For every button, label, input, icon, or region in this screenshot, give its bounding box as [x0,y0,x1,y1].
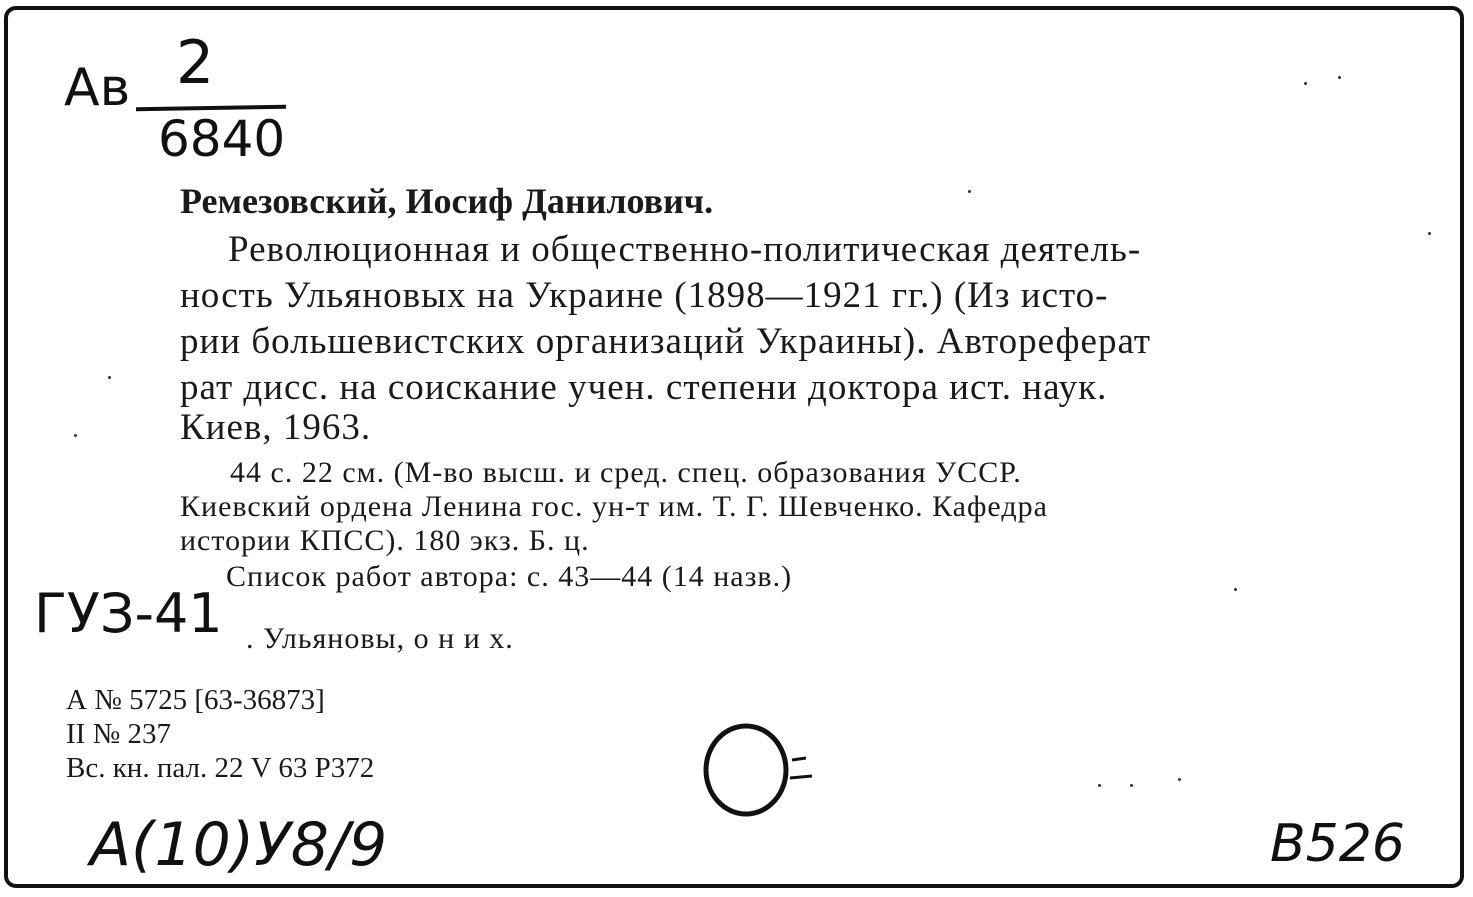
card-punch-hole [688,714,828,826]
author-heading: Ремезовский, Иосиф Данилович. [180,181,714,221]
print-speck [1428,232,1431,235]
print-speck [1338,76,1341,79]
title-line-3: рии большевистских организаций Украины). Автореферат [180,321,1152,362]
code-handwritten: B526 [1270,814,1405,874]
details-line-1: 44 с. 22 см. (М-во высш. и сред. спец. образования УССР. [230,456,1022,489]
subject-handwritten-code: ГУЗ-41 [34,582,223,645]
print-speck [1178,778,1181,781]
details-line-2: Киевский ордена Ленина гос. ун-т им. Т. Г. Шевченко. Кафедра [180,490,1048,523]
registry-line-2: II № 237 [66,718,171,750]
classification-handwritten: A(10)У8/9 [90,810,388,880]
title-line-1: Революционная и общественно-политическая деятель- [228,229,1142,270]
title-line-2: ность Ульяновых на Украине (1898—1921 гг.) (Из исто- [180,275,1109,316]
catalog-card [4,6,1464,888]
shelfmark-denominator: 6840 [158,110,286,168]
print-speck [1130,784,1133,787]
print-speck [108,376,111,379]
title-line-4: рат дисс. на соискание учен. степени доктора ист. наук. [180,367,1108,408]
bibliography-note: Список работ автора: с. 43—44 (14 назв.) [226,560,793,593]
shelfmark-numerator: 2 [176,28,215,98]
print-speck [968,190,971,193]
title-line-5: Киев, 1963. [180,407,372,448]
print-speck [74,434,77,437]
registry-line-1: А № 5725 [63-36873] [66,684,325,716]
registry-line-3: Вс. кн. пал. 22 V 63 Р372 [66,752,375,784]
print-speck [1234,588,1237,591]
shelfmark-prefix: Ав [64,58,131,118]
subject-heading: . Ульяновы, о н и х. [246,622,514,655]
print-speck [1098,784,1101,787]
print-speck [1304,82,1307,85]
details-line-3: истории КПСС). 180 экз. Б. ц. [180,524,590,557]
